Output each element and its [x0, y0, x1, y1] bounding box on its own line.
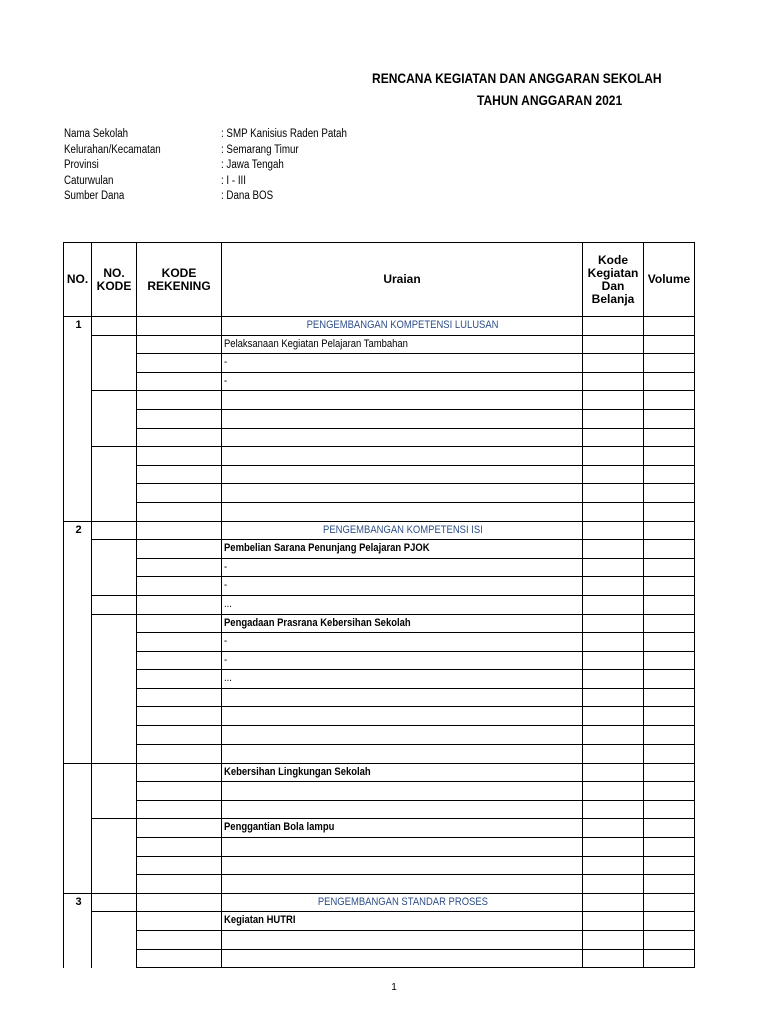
cell: [92, 335, 137, 391]
cell: [583, 633, 644, 652]
cell: [92, 595, 137, 614]
cell: [137, 484, 222, 503]
info-label: Kelurahan/Kecamatan: [64, 143, 161, 156]
cell: [583, 595, 644, 614]
table-row: [64, 931, 695, 950]
cell: [64, 763, 92, 782]
cell: [222, 726, 583, 745]
cell: [644, 782, 695, 801]
cell: [583, 912, 644, 931]
cell: [64, 912, 92, 931]
cell: [64, 465, 92, 484]
cell: [137, 763, 222, 782]
cell: [222, 409, 583, 428]
table-row: [64, 428, 695, 447]
cell: [137, 540, 222, 559]
section-row: [64, 521, 695, 540]
cell: [64, 502, 92, 521]
uraian-cell: -: [222, 354, 583, 373]
cell: [137, 317, 222, 336]
table-row: [64, 335, 695, 354]
cell: [644, 744, 695, 763]
table-row: [64, 707, 695, 726]
uraian-cell: Kegiatan HUTRI: [222, 912, 583, 931]
cell: [644, 521, 695, 540]
cell: [64, 838, 92, 857]
cell: [583, 354, 644, 373]
cell: [64, 819, 92, 838]
section-title: PENGEMBANGAN KOMPETENSI LULUSAN: [222, 317, 583, 336]
table-row: [64, 688, 695, 707]
cell: [222, 688, 583, 707]
cell: [137, 372, 222, 391]
info-label: Caturwulan: [64, 174, 114, 187]
cell: [137, 633, 222, 652]
cell: [644, 893, 695, 912]
cell: [92, 540, 137, 596]
cell: [583, 838, 644, 857]
cell: [583, 763, 644, 782]
cell: [583, 391, 644, 410]
cell: [583, 670, 644, 689]
cell: [583, 782, 644, 801]
cell: [137, 521, 222, 540]
cell: [64, 651, 92, 670]
cell: [222, 875, 583, 894]
cell: [644, 428, 695, 447]
table-row: [64, 391, 695, 410]
table-row: [64, 354, 695, 373]
uraian-cell: Kebersihan Lingkungan Sekolah: [222, 763, 583, 782]
cell: [222, 465, 583, 484]
cell: [583, 651, 644, 670]
cell: [137, 558, 222, 577]
cell: [222, 856, 583, 875]
cell: [583, 428, 644, 447]
cell: [222, 447, 583, 466]
cell: [644, 763, 695, 782]
cell: [64, 726, 92, 745]
cell: [583, 502, 644, 521]
table-row: [64, 577, 695, 596]
cell: [644, 595, 695, 614]
cell: [583, 856, 644, 875]
uraian-cell: ...: [222, 670, 583, 689]
uraian-cell: -: [222, 577, 583, 596]
cell: [92, 819, 137, 893]
cell: [64, 782, 92, 801]
cell: [64, 558, 92, 577]
cell: [137, 726, 222, 745]
cell: [583, 465, 644, 484]
table-row: [64, 726, 695, 745]
cell: [583, 335, 644, 354]
cell: [583, 521, 644, 540]
cell: [64, 577, 92, 596]
table-row: [64, 763, 695, 782]
table-row: [64, 819, 695, 838]
info-row: [64, 143, 369, 159]
cell: [92, 912, 137, 968]
cell: [137, 428, 222, 447]
table-row: [64, 558, 695, 577]
cell: [644, 875, 695, 894]
table-row: [64, 540, 695, 559]
info-value: : SMP Kanisius Raden Patah: [221, 128, 347, 140]
cell: [644, 317, 695, 336]
section-number: 2: [64, 521, 92, 540]
cell: [137, 651, 222, 670]
cell: [644, 558, 695, 577]
cell: [137, 707, 222, 726]
cell: [64, 614, 92, 633]
cell: [64, 595, 92, 614]
cell: [644, 838, 695, 857]
cell: [644, 484, 695, 503]
cell: [64, 949, 92, 968]
cell: [583, 577, 644, 596]
cell: [644, 391, 695, 410]
cell: [222, 707, 583, 726]
cell: [583, 744, 644, 763]
cell: [644, 726, 695, 745]
cell: [583, 484, 644, 503]
budget-table: [63, 242, 695, 968]
cell: [64, 633, 92, 652]
section-row: [64, 317, 695, 336]
table-row: [64, 744, 695, 763]
cell: [64, 335, 92, 354]
cell: [644, 409, 695, 428]
table-row: [64, 372, 695, 391]
cell: [583, 317, 644, 336]
cell: [644, 577, 695, 596]
cell: [64, 931, 92, 950]
cell: [644, 372, 695, 391]
cell: [64, 540, 92, 559]
uraian-cell: ...: [222, 595, 583, 614]
cell: [583, 931, 644, 950]
cell: [644, 856, 695, 875]
cell: [222, 782, 583, 801]
cell: [644, 800, 695, 819]
col-header-kode-kegiatan: Kode Kegiatan Dan Belanja: [583, 243, 644, 317]
cell: [64, 688, 92, 707]
section-title: PENGEMBANGAN KOMPETENSI ISI: [222, 521, 583, 540]
document-title-line1: RENCANA KEGIATAN DAN ANGGARAN SEKOLAH: [372, 70, 662, 86]
cell: [222, 502, 583, 521]
info-label: Sumber Dana: [64, 190, 125, 203]
cell: [644, 447, 695, 466]
cell: [222, 428, 583, 447]
cell: [583, 819, 644, 838]
uraian-cell: -: [222, 558, 583, 577]
cell: [137, 354, 222, 373]
section-title: PENGEMBANGAN STANDAR PROSES: [222, 893, 583, 912]
cell: [583, 688, 644, 707]
section-number: 1: [64, 317, 92, 336]
cell: [583, 447, 644, 466]
cell: [92, 763, 137, 819]
cell: [644, 502, 695, 521]
cell: [137, 819, 222, 838]
cell: [222, 800, 583, 819]
table-row: [64, 595, 695, 614]
cell: [92, 391, 137, 447]
info-label: Provinsi: [64, 159, 99, 172]
cell: [222, 484, 583, 503]
cell: [137, 688, 222, 707]
cell: [137, 893, 222, 912]
info-value: : Dana BOS: [221, 190, 274, 203]
cell: [583, 372, 644, 391]
cell: [583, 707, 644, 726]
cell: [644, 949, 695, 968]
col-header-no-kode: NO. KODE: [92, 243, 137, 317]
section-number: 3: [64, 893, 92, 912]
table-row: [64, 484, 695, 503]
cell: [137, 577, 222, 596]
col-header-volume: Volume: [644, 243, 695, 317]
cell: [137, 744, 222, 763]
cell: [644, 465, 695, 484]
cell: [644, 335, 695, 354]
cell: [583, 800, 644, 819]
cell: [644, 540, 695, 559]
uraian-cell: -: [222, 651, 583, 670]
cell: [64, 447, 92, 466]
table-row: [64, 614, 695, 633]
cell: [64, 707, 92, 726]
cell: [644, 819, 695, 838]
cell: [64, 875, 92, 894]
col-header-no: NO.: [64, 243, 92, 317]
cell: [137, 912, 222, 931]
cell: [137, 838, 222, 857]
cell: [583, 614, 644, 633]
school-info: [64, 127, 369, 205]
cell: [137, 391, 222, 410]
cell: [644, 633, 695, 652]
cell: [644, 688, 695, 707]
cell: [137, 447, 222, 466]
cell: [644, 354, 695, 373]
cell: [137, 670, 222, 689]
cell: [137, 875, 222, 894]
cell: [92, 521, 137, 540]
cell: [64, 744, 92, 763]
cell: [222, 391, 583, 410]
cell: [583, 540, 644, 559]
info-value: : I - III: [221, 174, 246, 187]
page-number: 1: [391, 982, 397, 993]
cell: [92, 447, 137, 521]
info-row: [64, 158, 369, 174]
cell: [137, 595, 222, 614]
cell: [644, 651, 695, 670]
cell: [137, 409, 222, 428]
cell: [137, 931, 222, 950]
table-row: [64, 875, 695, 894]
info-value: : Semarang Timur: [221, 143, 299, 156]
table-row: [64, 949, 695, 968]
cell: [92, 317, 137, 336]
cell: [137, 335, 222, 354]
cell: [583, 875, 644, 894]
table-row: [64, 651, 695, 670]
cell: [644, 614, 695, 633]
cell: [64, 372, 92, 391]
cell: [137, 949, 222, 968]
info-row: [64, 174, 369, 190]
cell: [137, 465, 222, 484]
cell: [137, 782, 222, 801]
cell: [92, 614, 137, 763]
cell: [222, 744, 583, 763]
table-row: [64, 670, 695, 689]
cell: [64, 428, 92, 447]
cell: [64, 484, 92, 503]
cell: [222, 838, 583, 857]
table-row: [64, 447, 695, 466]
cell: [137, 800, 222, 819]
cell: [583, 409, 644, 428]
table-row: [64, 782, 695, 801]
uraian-cell: Pengadaan Prasrana Kebersihan Sekolah: [222, 614, 583, 633]
cell: [222, 949, 583, 968]
table-row: [64, 912, 695, 931]
cell: [644, 707, 695, 726]
cell: [137, 502, 222, 521]
section-row: [64, 893, 695, 912]
cell: [64, 800, 92, 819]
cell: [644, 670, 695, 689]
cell: [137, 856, 222, 875]
document-title-line2: TAHUN ANGGARAN 2021: [477, 92, 623, 108]
cell: [644, 931, 695, 950]
cell: [64, 391, 92, 410]
info-label: Nama Sekolah: [64, 128, 129, 140]
cell: [64, 670, 92, 689]
cell: [583, 726, 644, 745]
cell: [137, 614, 222, 633]
info-value: : Jawa Tengah: [221, 159, 284, 172]
table-row: [64, 465, 695, 484]
uraian-cell: -: [222, 633, 583, 652]
table-row: [64, 856, 695, 875]
info-row: [64, 189, 369, 205]
cell: [583, 558, 644, 577]
table-row: [64, 409, 695, 428]
col-header-kode-rekening: KODE REKENING: [137, 243, 222, 317]
table-row: [64, 838, 695, 857]
table-row: [64, 633, 695, 652]
uraian-cell: -: [222, 372, 583, 391]
table-row: [64, 800, 695, 819]
cell: [583, 893, 644, 912]
col-header-uraian: Uraian: [222, 243, 583, 317]
table-row: [64, 502, 695, 521]
info-row: [64, 127, 369, 143]
cell: [583, 949, 644, 968]
uraian-cell: Pembelian Sarana Penunjang Pelajaran PJOK: [222, 540, 583, 559]
cell: [64, 354, 92, 373]
cell: [64, 856, 92, 875]
cell: [644, 912, 695, 931]
table-header-row: [64, 243, 695, 317]
cell: [92, 893, 137, 912]
cell: [222, 931, 583, 950]
cell: [64, 409, 92, 428]
uraian-cell: Penggantian Bola lampu: [222, 819, 583, 838]
uraian-cell: Pelaksanaan Kegiatan Pelajaran Tambahan: [222, 335, 583, 354]
